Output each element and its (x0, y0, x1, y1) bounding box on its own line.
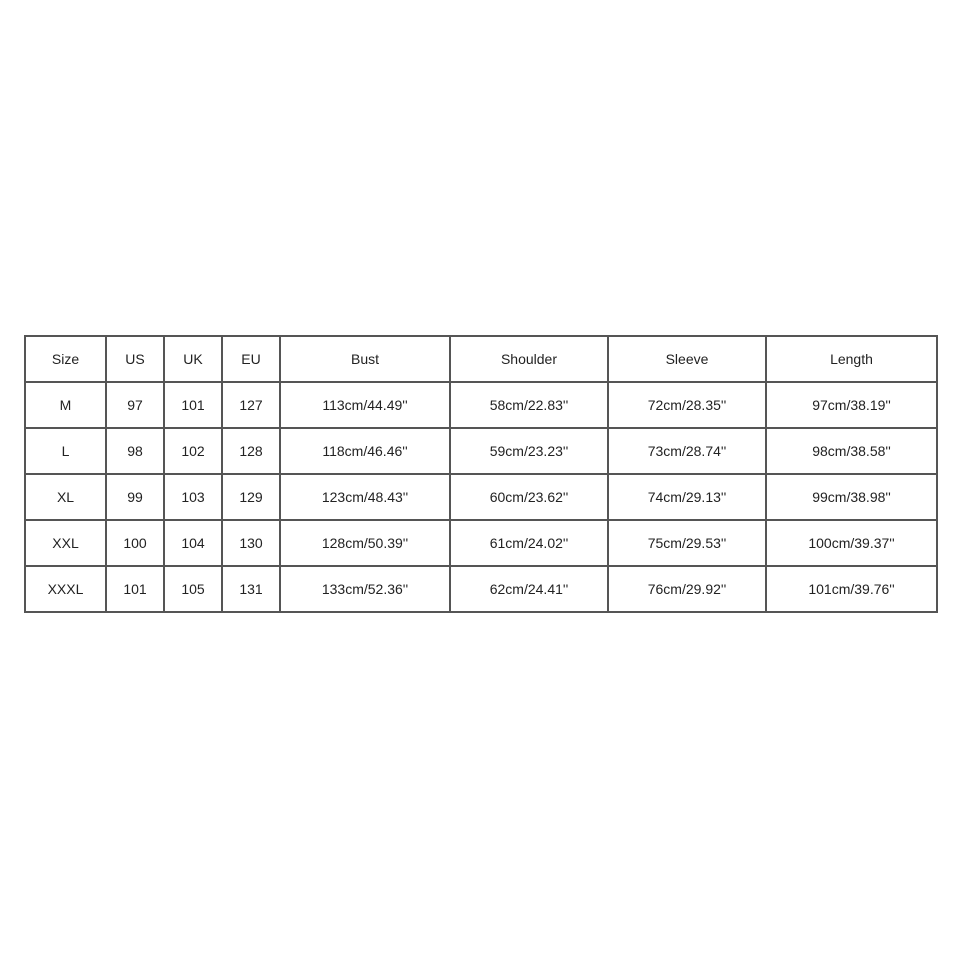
cell-shoulder: 61cm/24.02'' (450, 520, 608, 566)
cell-eu: 129 (222, 474, 280, 520)
header-sleeve: Sleeve (608, 336, 766, 382)
cell-us: 98 (106, 428, 164, 474)
header-length: Length (766, 336, 937, 382)
cell-shoulder: 62cm/24.41'' (450, 566, 608, 612)
header-shoulder: Shoulder (450, 336, 608, 382)
header-bust: Bust (280, 336, 450, 382)
cell-eu: 130 (222, 520, 280, 566)
cell-shoulder: 58cm/22.83'' (450, 382, 608, 428)
table-row (25, 474, 937, 520)
cell-us: 97 (106, 382, 164, 428)
header-uk: UK (164, 336, 222, 382)
cell-size: XXXL (25, 566, 106, 612)
cell-eu: 128 (222, 428, 280, 474)
cell-size: XL (25, 474, 106, 520)
cell-bust: 133cm/52.36'' (280, 566, 450, 612)
table-row (25, 520, 937, 566)
cell-bust: 113cm/44.49'' (280, 382, 450, 428)
cell-sleeve: 73cm/28.74'' (608, 428, 766, 474)
table-row (25, 382, 937, 428)
cell-us: 99 (106, 474, 164, 520)
cell-size: M (25, 382, 106, 428)
cell-bust: 118cm/46.46'' (280, 428, 450, 474)
header-us: US (106, 336, 164, 382)
cell-sleeve: 74cm/29.13'' (608, 474, 766, 520)
cell-size: XXL (25, 520, 106, 566)
cell-eu: 127 (222, 382, 280, 428)
cell-size: L (25, 428, 106, 474)
cell-bust: 123cm/48.43'' (280, 474, 450, 520)
table-row (25, 566, 937, 612)
header-row (25, 336, 937, 382)
cell-uk: 102 (164, 428, 222, 474)
cell-sleeve: 72cm/28.35'' (608, 382, 766, 428)
cell-length: 98cm/38.58'' (766, 428, 937, 474)
cell-eu: 131 (222, 566, 280, 612)
cell-length: 99cm/38.98'' (766, 474, 937, 520)
cell-us: 101 (106, 566, 164, 612)
header-size: Size (25, 336, 106, 382)
cell-length: 97cm/38.19'' (766, 382, 937, 428)
cell-uk: 104 (164, 520, 222, 566)
cell-us: 100 (106, 520, 164, 566)
table-row (25, 428, 937, 474)
size-chart-table (24, 335, 938, 613)
cell-length: 101cm/39.76'' (766, 566, 937, 612)
cell-uk: 103 (164, 474, 222, 520)
header-eu: EU (222, 336, 280, 382)
cell-shoulder: 60cm/23.62'' (450, 474, 608, 520)
cell-uk: 101 (164, 382, 222, 428)
cell-bust: 128cm/50.39'' (280, 520, 450, 566)
cell-uk: 105 (164, 566, 222, 612)
cell-length: 100cm/39.37'' (766, 520, 937, 566)
cell-sleeve: 75cm/29.53'' (608, 520, 766, 566)
cell-sleeve: 76cm/29.92'' (608, 566, 766, 612)
cell-shoulder: 59cm/23.23'' (450, 428, 608, 474)
